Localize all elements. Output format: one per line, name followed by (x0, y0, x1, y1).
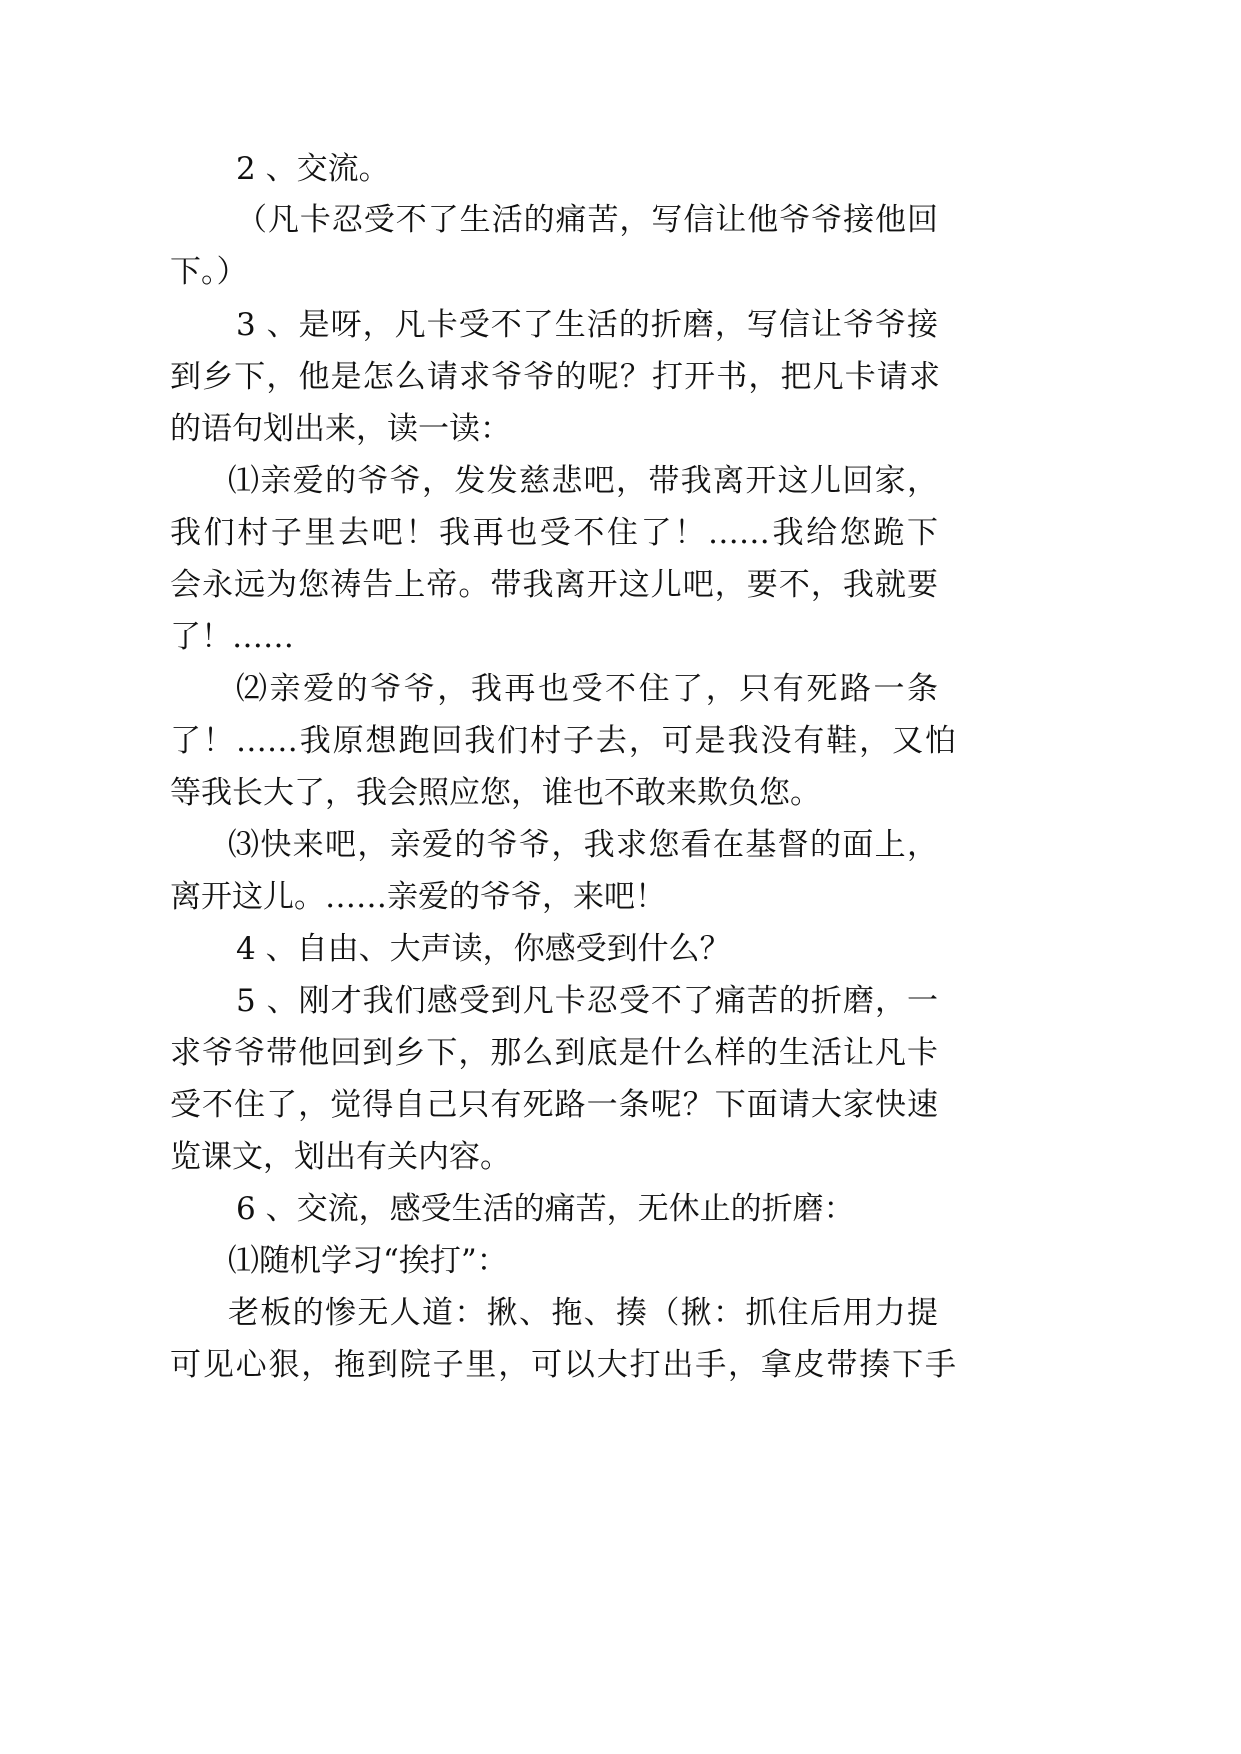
paragraph-line: 了！……我原想跑回我们村子去，可是我没有鞋，又怕 (170, 723, 956, 759)
item-4-line: 4 、自由、大声读，你感受到什么？ (236, 931, 731, 967)
paragraph-line: 到乡下，他是怎么请求爷爷的呢？打开书，把凡卡请求 (170, 359, 940, 395)
paragraph-line: 求爷爷带他回到乡下，那么到底是什么样的生活让凡卡 (170, 1035, 938, 1071)
item-5-line: 5 、刚才我们感受到凡卡忍受不了痛苦的折磨，一 (236, 983, 938, 1019)
paragraph-line: 览课文，划出有关内容。 (170, 1139, 511, 1175)
paragraph-line: 离开这儿。……亲爱的爷爷，来吧！ (170, 879, 666, 915)
paragraph-line: 会永远为您祷告上帝。带我离开这儿吧，要不，我就要 (170, 567, 938, 603)
quote-2-line: ⑵亲爱的爷爷，我再也受不住了，只有死路一条 (236, 671, 938, 707)
item-2-heading: 2 、交流。 (236, 151, 390, 187)
paragraph-line: 等我长大了，我会照应您，谁也不敢来欺负您。 (170, 775, 821, 811)
quote-1-line: ⑴亲爱的爷爷，发发慈悲吧，带我离开这儿回家， (228, 463, 938, 499)
item-3-line: 3 、是呀，凡卡受不了生活的折磨，写信让爷爷接 (236, 307, 938, 343)
quote-3-line: ⑶快来吧，亲爱的爷爷，我求您看在基督的面上， (228, 827, 938, 863)
paragraph-line: 我们村子里去吧！我再也受不住了！……我给您跪下 (170, 515, 938, 551)
paragraph-line: 老板的惨无人道：揪、拖、揍（揪：抓住后用力提 (228, 1295, 938, 1331)
paragraph-line: 受不住了，觉得自己只有死路一条呢？下面请大家快速 (170, 1087, 938, 1123)
paragraph-line: 了！…… (170, 619, 294, 655)
item-6-line: 6 、交流，感受生活的痛苦，无休止的折磨： (236, 1191, 855, 1227)
paragraph-line: 可见心狠，拖到院子里，可以大打出手，拿皮带揍下手 (170, 1347, 956, 1383)
paragraph-line: （凡卡忍受不了生活的痛苦，写信让他爷爷接他回 (236, 202, 938, 238)
paragraph-line: 的语句划出来，读一读： (170, 411, 511, 447)
sub-item-1-line: ⑴随机学习“挨打”： (228, 1243, 508, 1279)
paragraph-line: 下。） (170, 254, 248, 290)
